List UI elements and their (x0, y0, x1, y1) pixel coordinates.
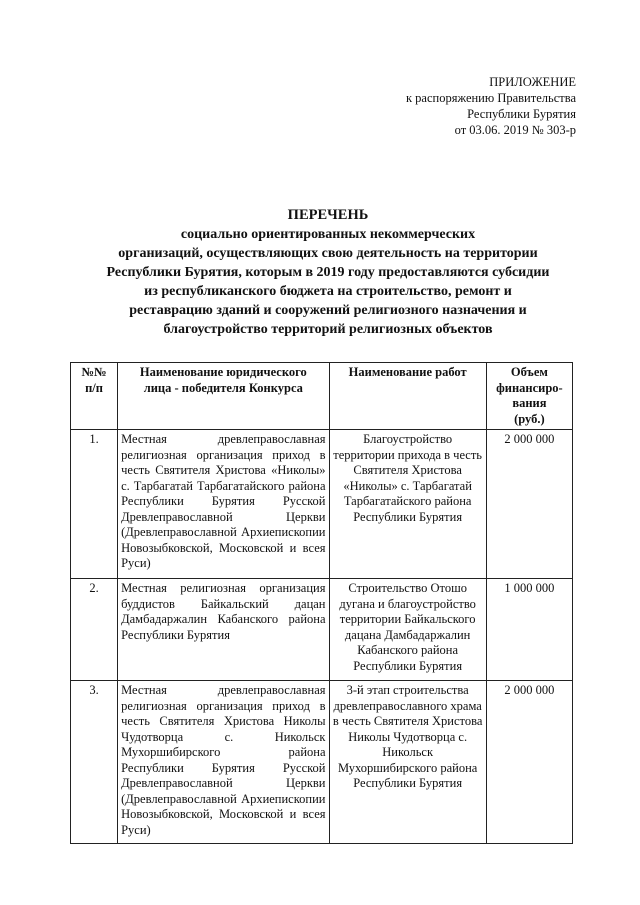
appendix-title: ПРИЛОЖЕНИЕ (489, 75, 576, 89)
header-amount-line: вания (512, 396, 547, 410)
works-description: 3-й этап строительства древлеправославного храма в честь Святителя Христова Николы Чудотворца с. Никольск Мухоршибирского района Республики Бурятия (329, 681, 486, 844)
funding-amount: 2 000 000 (486, 430, 572, 579)
header-organization (118, 363, 329, 430)
header-works-line: Наименование работ (348, 365, 467, 379)
heading-line-4: из республиканского бюджета на строительство, ремонт и (144, 284, 512, 299)
header-amount (486, 363, 572, 430)
table-header-row (71, 363, 573, 430)
row-number: 1. (71, 430, 118, 579)
works-description: Благоустройство территории прихода в честь Святителя Христова «Николы» с. Тарбагатай Тарбагатайского района Республики Бурятия (329, 430, 486, 579)
organization-name: Местная религиозная организация буддистов Байкальский дацан Дамбадаржалин Кабанского района Республики Бурятия (118, 579, 329, 681)
table-row (71, 430, 573, 579)
document-heading (60, 206, 596, 339)
header-number-line: №№ (81, 365, 107, 379)
appendix-line-1: к распоряжению Правительства (405, 91, 576, 105)
header-amount-line: финансиро- (496, 380, 563, 395)
document-title: ПЕРЕЧЕНЬ (287, 207, 369, 223)
subsidy-table (70, 362, 573, 844)
header-amount-line: Объем (510, 365, 548, 379)
funding-amount: 2 000 000 (486, 681, 572, 844)
header-number (71, 363, 118, 430)
appendix-line-2: Республики Бурятия (467, 107, 576, 121)
table-row (71, 681, 573, 844)
organization-name: Местная древлеправославная религиозная организация приход в честь Святителя Христова Николы Чудотворца с. Никольск Мухоршибирского района Республики Бурятия Русской Древлеправославной Церкви (Древлеправославной Архиепископии Новозыбковской, Московской и всея Руси) (118, 681, 329, 844)
header-organization-line: лица - победителя Конкурса (143, 380, 303, 395)
funding-amount: 1 000 000 (486, 579, 572, 681)
heading-line-2: организаций, осуществляющих свою деятельность на территории (118, 246, 538, 261)
heading-line-3: Республики Бурятия, которым в 2019 году предоставляются субсидии (106, 265, 550, 280)
heading-line-5: реставрацию зданий и сооружений религиозного назначения и (129, 303, 527, 318)
table-row (71, 579, 573, 681)
row-number: 3. (71, 681, 118, 844)
header-organization-line: Наименование юридического (139, 365, 307, 379)
header-works (329, 363, 486, 430)
row-number: 2. (71, 579, 118, 681)
works-description: Строительство Отошо дугана и благоустройство территории Байкальского дацана Дамбадаржалин Кабанского района Республики Бурятия (329, 579, 486, 681)
header-amount-line: (руб.) (514, 411, 545, 426)
organization-name: Местная древлеправославная религиозная организация приход в честь Святителя Христова «Николы» с. Тарбагатай Тарбагатайского района Республики Бурятия Русской Древлеправославной Церкви (Древлеправославной Архиепископии Новозыбковской, Московской и всея Руси) (118, 430, 329, 579)
appendix-block (380, 74, 576, 138)
heading-line-1: социально ориентированных некоммерческих (180, 227, 476, 242)
header-number-line: п/п (85, 380, 103, 395)
appendix-line-3: от 03.06. 2019 № 303-р (454, 123, 576, 137)
heading-line-6: благоустройство территорий религиозных объектов (163, 322, 493, 337)
